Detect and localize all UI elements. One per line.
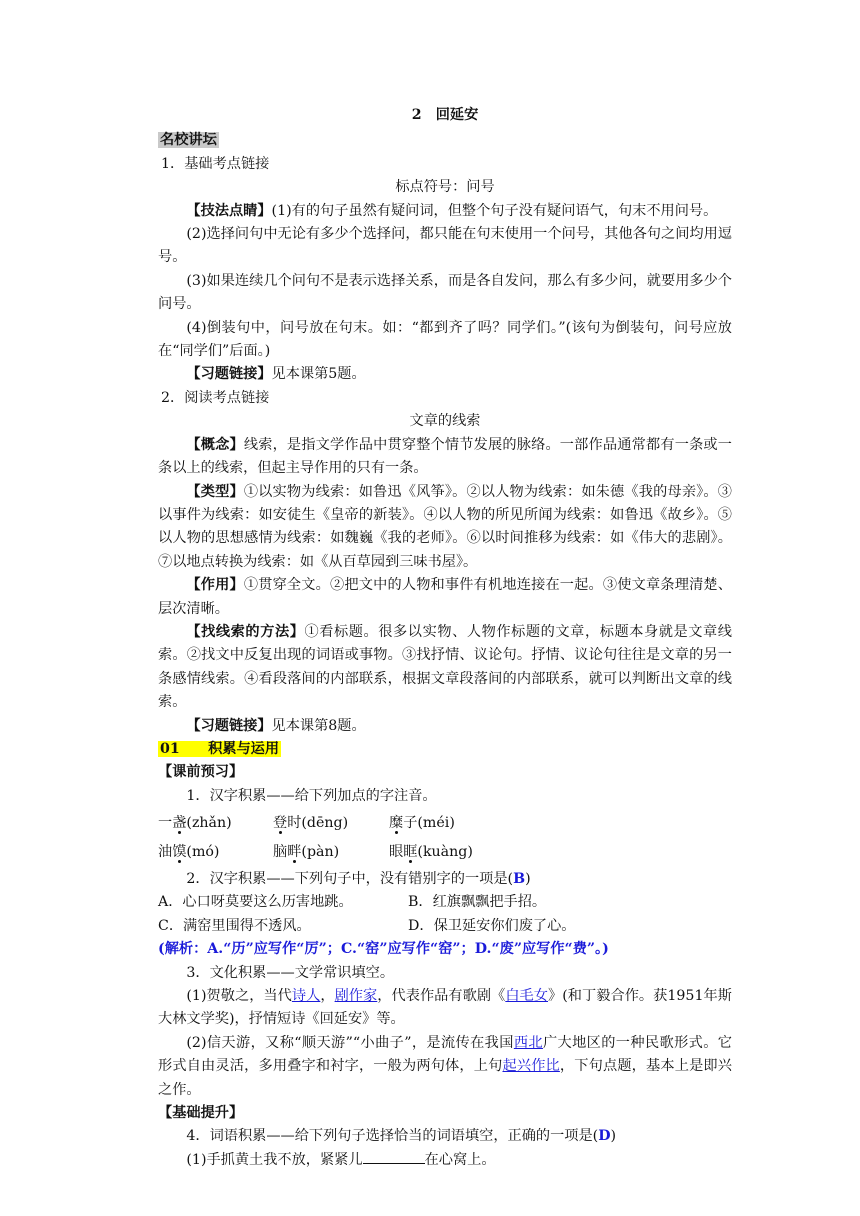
jf-para-3: (3)如果连续几个问句不是表示选择关系，而是各自发问，那么有多少问，就要用多少个问号。 bbox=[158, 272, 732, 313]
jf-tag: 【技法点睛】 bbox=[186, 202, 272, 219]
xt-link-2 bbox=[158, 715, 732, 738]
ff-text: ①看标题。很多以实物、人物作标题的文章，标题本身就是文章线索。②找文中反复出现的词语或事物。③找抒情、议论句。抒情、议论句往往是文章的另一条感情线索。④看段落间的内部联系，根据文章段落间的内部联系，就可以判断出文章的线索。 bbox=[158, 623, 732, 711]
q3-para-1: (1)贺敬之，当代诗人，剧作家，代表作品有歌剧《白毛女》(和丁毅合作。获1951年斯大林文学奖)，抒情短诗《回延安》等。 bbox=[158, 988, 732, 1028]
xt-tag-1: 【习题链接】 bbox=[186, 366, 272, 383]
option-c: C．满窑里围得不透风。 bbox=[158, 917, 311, 934]
lx-tag: 【类型】 bbox=[186, 483, 244, 500]
question-3: 3．文化积累——文学常识填空。 bbox=[186, 964, 395, 981]
pinyin-item: 一盏(zhǎn) bbox=[158, 815, 232, 832]
question-1: 1．汉字积累——给下列加点的字注音。 bbox=[186, 787, 437, 804]
pinyin-row-1 bbox=[158, 812, 732, 835]
lx-para bbox=[158, 481, 732, 575]
zy-text: ①贯穿全文。②把文中的人物和事件有机地连接在一起。③使文章条理清楚、层次清晰。 bbox=[158, 577, 732, 617]
xt-text-2: 见本课第8题。 bbox=[271, 717, 366, 734]
zy-tag: 【作用】 bbox=[186, 577, 244, 594]
options-row-2 bbox=[158, 915, 732, 938]
unit-label: 01 积累与运用 bbox=[160, 740, 280, 757]
jf-para-1 bbox=[158, 200, 732, 223]
q4-item-1: (1)手抓黄土我不放，紧紧儿 在心窝上。 bbox=[158, 1149, 732, 1172]
jf-text-1: (1)有的句子虽然有疑问词，但整个句子没有疑问语气，句末不用问号。 bbox=[271, 202, 718, 219]
document-page bbox=[158, 104, 732, 1172]
pinyin-row-2 bbox=[158, 841, 732, 864]
analysis-q2: (解析：A.“历”应写作“厉”；C.“窑”应写作“窑”；D.“废”应写作“费”。) bbox=[158, 941, 609, 958]
blank-answer: 诗人 bbox=[291, 988, 321, 1005]
subsection-2: 2．阅读考点链接 bbox=[161, 389, 270, 406]
gn-text: 线索，是指文学作品中贯穿整个情节发展的脉络。一部作品通常都有一条或一条以上的线索，但起主导作用的只有一条。 bbox=[158, 436, 732, 477]
section-mxjt: 名校讲坛 bbox=[160, 132, 217, 149]
fill-blank bbox=[363, 1149, 425, 1164]
lx-text: ①以实物为线索：如鲁迅《风筝》。②以人物为线索：如朱德《我的母亲》。③以事件为线索：如安徒生《皇帝的新装》。④以人物的所见所闻为线索：如鲁迅《故乡》。⑤以人物的思想感情为线索：如魏巍《我的老师》。⑥以时间推移为线索：如《伟大的悲剧》。⑦以地点转换为线索：如《从百草园到三味书屋》。 bbox=[158, 483, 732, 570]
question-2: 2．汉字积累——下列句子中，没有错别字的一项是(B) bbox=[186, 871, 531, 887]
answer-q4: D bbox=[598, 1128, 611, 1145]
section-heading bbox=[158, 129, 732, 152]
pinyin-item: 眼眶(kuàng) bbox=[389, 843, 473, 860]
jf-para-2: (2)选择问句中无论有多少个选择问，都只能在句末使用一个问号，其他各句之间均用逗号。 bbox=[158, 226, 732, 266]
pinyin-item: 油馍(mó) bbox=[158, 843, 220, 860]
pinyin-item: 糜子(méi) bbox=[389, 815, 455, 832]
blank-answer: 西北 bbox=[513, 1034, 543, 1051]
blank-answer: 白毛女 bbox=[505, 988, 548, 1005]
kq-heading: 【课前预习】 bbox=[158, 764, 244, 781]
subsection-1: 1．基础考点链接 bbox=[161, 155, 270, 172]
question-4: 4．词语积累——给下列句子选择恰当的词语填空，正确的一项是(D) bbox=[186, 1128, 617, 1145]
option-d: D．保卫延安你们废了心。 bbox=[408, 917, 576, 934]
jf-para-4: (4)倒装句中，问号放在句末。如：“都到齐了吗？同学们。”(该句为倒装句，问号应放在“同学们”后面。) bbox=[158, 319, 732, 360]
option-b: B．红旗飘飘把手招。 bbox=[408, 894, 547, 911]
q3-para-2: (2)信天游，又称“顺天游”“小曲子”，是流传在我国西北广大地区的一种民歌形式。它形式自由灵活，多用叠字和衬字，一般为两句体，上句起兴作比，下句点题，基本上是即兴之作。 bbox=[158, 1034, 732, 1098]
xt-tag-2: 【习题链接】 bbox=[186, 717, 272, 734]
topic-heading-1: 标点符号：问号 bbox=[395, 179, 495, 196]
jc-heading: 【基础提升】 bbox=[158, 1105, 244, 1122]
xt-link-1 bbox=[158, 363, 732, 386]
answer-q2: B bbox=[513, 871, 526, 887]
blank-answer: 起兴作比 bbox=[502, 1058, 560, 1075]
zy-para bbox=[158, 574, 732, 621]
topic-heading-2: 文章的线索 bbox=[409, 413, 481, 430]
option-a: A．心口呀莫要这么历害地跳。 bbox=[158, 894, 353, 911]
xt-text-1: 见本课第5题。 bbox=[271, 366, 366, 383]
ff-para bbox=[158, 621, 732, 715]
pinyin-item: 脑畔(pàn) bbox=[273, 843, 340, 860]
options-row-1 bbox=[158, 891, 732, 914]
lesson-title: 2 回延安 bbox=[411, 107, 479, 123]
unit-heading bbox=[158, 738, 732, 761]
ff-tag: 【找线索的方法】 bbox=[186, 623, 305, 640]
gn-para bbox=[158, 434, 732, 481]
gn-tag: 【概念】 bbox=[186, 436, 244, 453]
pinyin-item: 登时(dēng) bbox=[273, 815, 349, 832]
blank-answer: 剧作家 bbox=[334, 988, 378, 1005]
